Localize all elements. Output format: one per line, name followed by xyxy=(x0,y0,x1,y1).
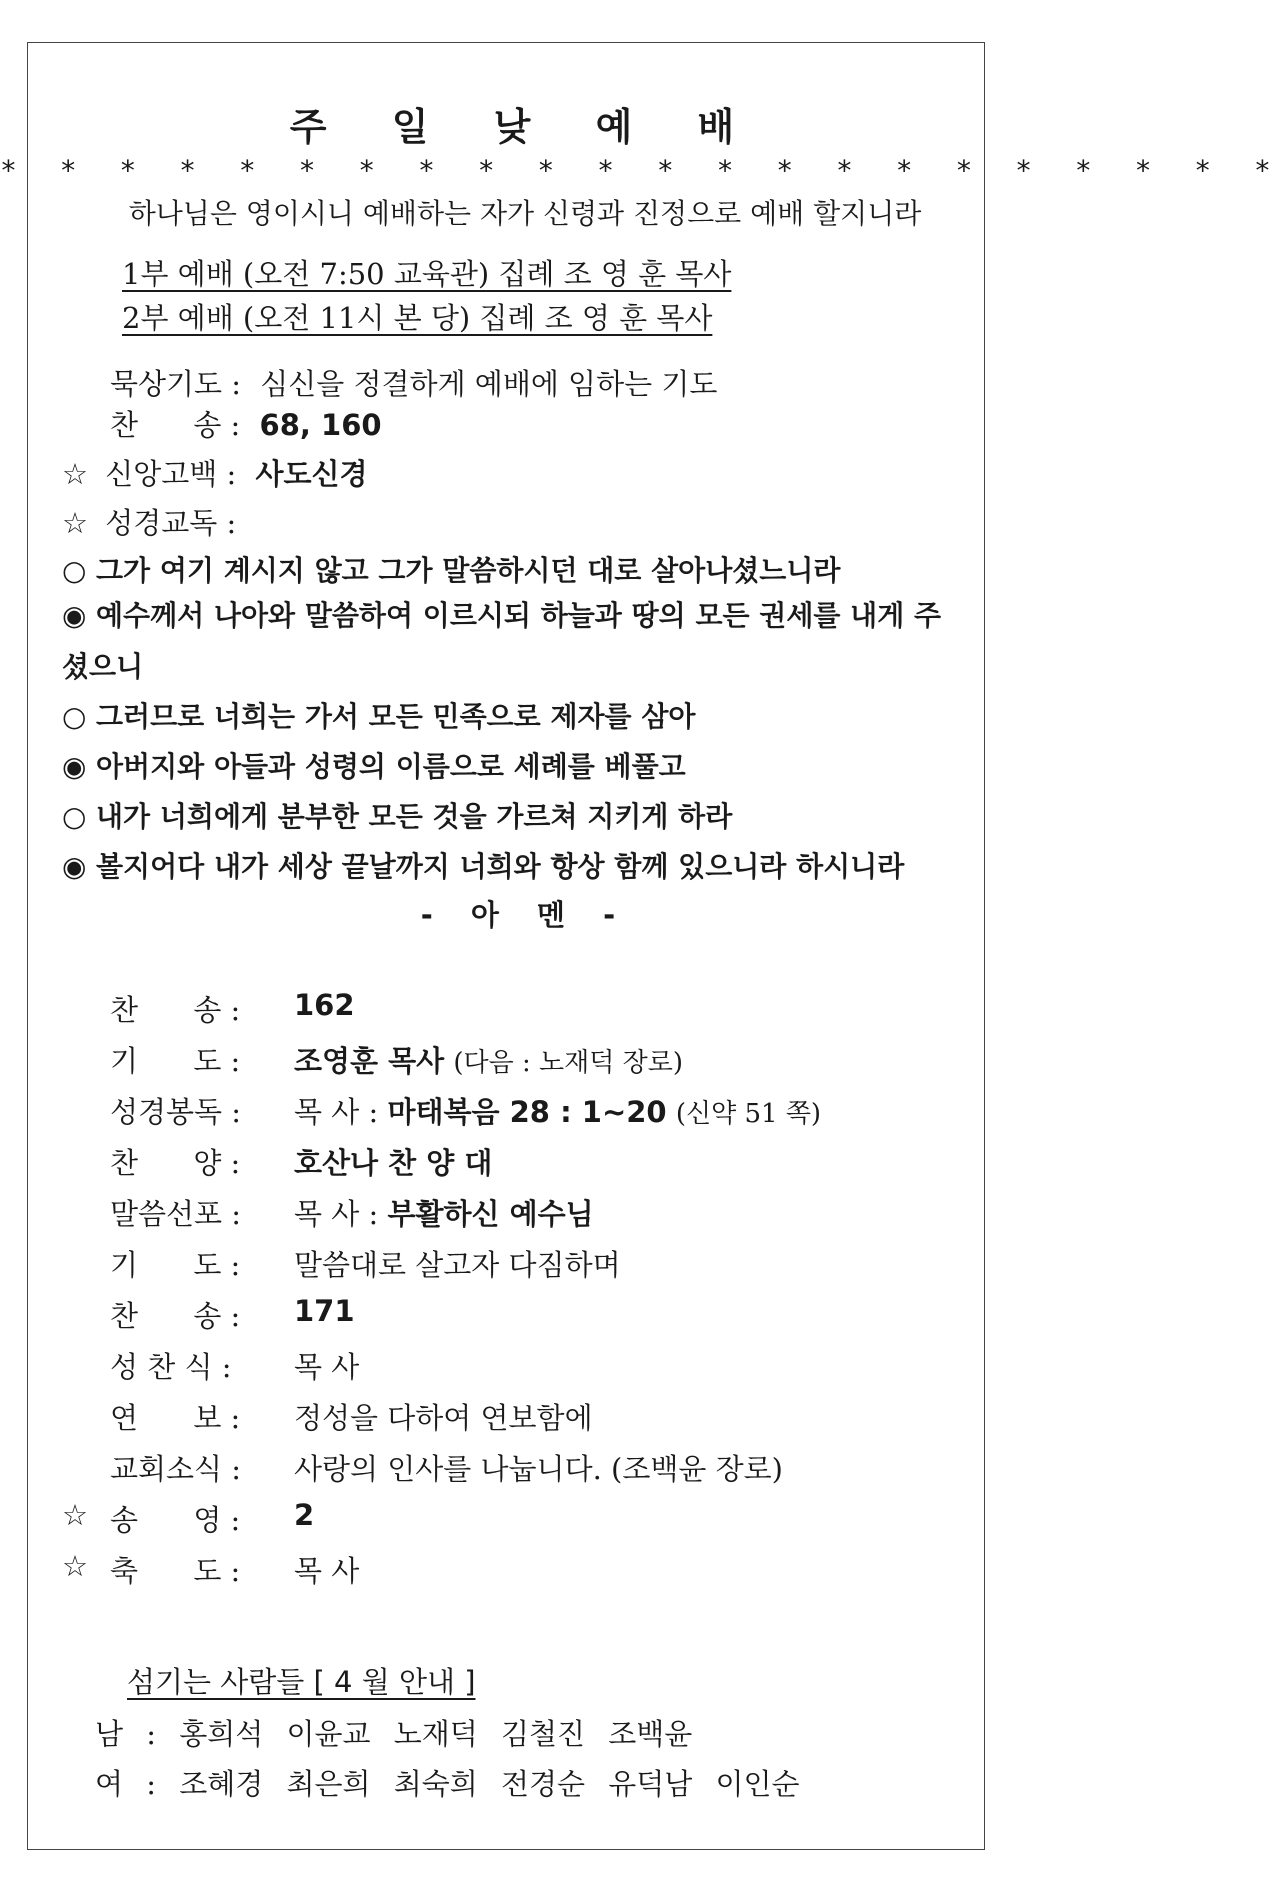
open-circle-icon: ○ xyxy=(62,700,87,733)
order-item-creed xyxy=(62,452,368,493)
order-value: 심신을 정결하게 예배에 임하는 기도 xyxy=(260,367,718,401)
responsive-reading-line xyxy=(62,795,732,835)
order-prefix: 목 사 : xyxy=(294,1095,379,1129)
team-women: 여 : 조혜경 최은희 최숙희 전경순 유덕남 이인순 xyxy=(95,1767,800,1801)
order-value: 목 사 xyxy=(294,1554,360,1588)
order-label: 기 도 : xyxy=(110,1044,241,1078)
order-value: 호산나 찬 양 대 xyxy=(294,1146,493,1180)
order-note: (신약 51 쪽) xyxy=(675,1099,822,1129)
scripture-verse: 하나님은 영이시니 예배하는 자가 신령과 진정으로 예배 할지니라 xyxy=(128,197,922,230)
reading-text: 그러므로 너희는 가서 모든 민족으로 제자를 삼아 xyxy=(96,700,696,733)
order-label: 묵상기도 : xyxy=(110,367,242,401)
filled-circle-icon: ◉ xyxy=(62,599,87,632)
reading-text: 내가 너희에게 분부한 모든 것을 가르쳐 지키게 하라 xyxy=(96,800,733,833)
order-label: 신앙고백 : xyxy=(105,457,237,491)
order-prefix: 목 사 : xyxy=(294,1197,379,1231)
order-label: 송 영 : xyxy=(110,1503,241,1537)
order-label: 찬 양 : xyxy=(110,1146,241,1180)
team-men: 남 : 홍희석 이윤교 노재덕 김철진 조백윤 xyxy=(95,1717,693,1751)
order-label: 교회소식 : xyxy=(110,1452,242,1486)
reading-text: 예수께서 나아와 말씀하여 이르시되 하늘과 땅의 모든 권세를 내게 주셨으니 xyxy=(62,599,942,683)
order-label: 연 보 : xyxy=(110,1401,241,1435)
open-circle-icon: ○ xyxy=(62,800,87,833)
star-icon: ☆ xyxy=(62,1498,88,1532)
order-item-meditation xyxy=(110,362,717,403)
order-label: 찬 송 : xyxy=(110,993,241,1027)
open-circle-icon: ○ xyxy=(62,554,87,587)
order-of-worship xyxy=(0,988,1050,1588)
responsive-reading-line xyxy=(62,695,695,735)
amen: - 아 멘 - xyxy=(420,898,630,932)
order-value: 2 xyxy=(294,1498,315,1532)
responsive-reading-line xyxy=(62,590,967,692)
order-value: 사랑의 인사를 나눕니다. (조백윤 장로) xyxy=(294,1452,783,1486)
order-label: 찬 송 : xyxy=(110,1299,241,1333)
reading-text: 아버지와 아들과 성령의 이름으로 세례를 베풀고 xyxy=(96,750,686,783)
service-first: 1부 예배 (오전 7:50 교육관) 집례 조 영 훈 목사 xyxy=(122,257,732,291)
order-value: 68, 160 xyxy=(259,408,382,442)
order-label: 말씀선포 : xyxy=(110,1197,242,1231)
responsive-reading-line xyxy=(62,549,840,589)
order-value: 목 사 xyxy=(294,1350,360,1384)
order-value: 정성을 다하여 연보함에 xyxy=(294,1401,593,1435)
order-item-hymn-opening xyxy=(110,403,382,444)
star-icon: ☆ xyxy=(62,506,88,540)
order-value: 사도신경 xyxy=(255,457,368,491)
order-value: 부활하신 예수님 xyxy=(387,1197,594,1231)
order-value: 조영훈 목사 xyxy=(294,1044,445,1078)
order-label: 성경교독 : xyxy=(105,506,237,540)
order-label: 성 찬 식 : xyxy=(110,1350,232,1384)
filled-circle-icon: ◉ xyxy=(62,850,87,883)
order-label: 성경봉독 : xyxy=(110,1095,242,1129)
order-value: 말씀대로 살고자 다짐하며 xyxy=(294,1248,621,1282)
team-heading: 섬기는 사람들 [ 4 월 안내 ] xyxy=(127,1665,476,1699)
star-icon: ☆ xyxy=(62,1549,88,1583)
star-icon: ☆ xyxy=(62,457,88,491)
order-label: 찬 송 : xyxy=(110,408,241,442)
service-second: 2부 예배 (오전 11시 본 당) 집례 조 영 훈 목사 xyxy=(122,301,713,335)
responsive-reading-line xyxy=(62,745,686,785)
order-value: 마태복음 28 : 1~20 xyxy=(387,1095,667,1129)
reading-text: 볼지어다 내가 세상 끝날까지 너희와 항상 함께 있으니라 하시니라 xyxy=(96,850,905,883)
order-value: 171 xyxy=(294,1294,355,1328)
star-divider: * * * * * * * * * * * * * * * * * * * * * * xyxy=(0,154,1284,187)
reading-text: 그가 여기 계시지 않고 그가 말씀하시던 대로 살아나셨느니라 xyxy=(96,554,841,587)
responsive-reading-line xyxy=(62,845,904,885)
order-value: 162 xyxy=(294,988,355,1022)
page-title: 주 일 낮 예 배 xyxy=(289,104,761,149)
order-item-reading xyxy=(62,501,236,542)
order-label: 기 도 : xyxy=(110,1248,241,1282)
order-label: 축 도 : xyxy=(110,1554,241,1588)
filled-circle-icon: ◉ xyxy=(62,750,87,783)
order-note: (다음 : 노재덕 장로) xyxy=(453,1048,684,1078)
